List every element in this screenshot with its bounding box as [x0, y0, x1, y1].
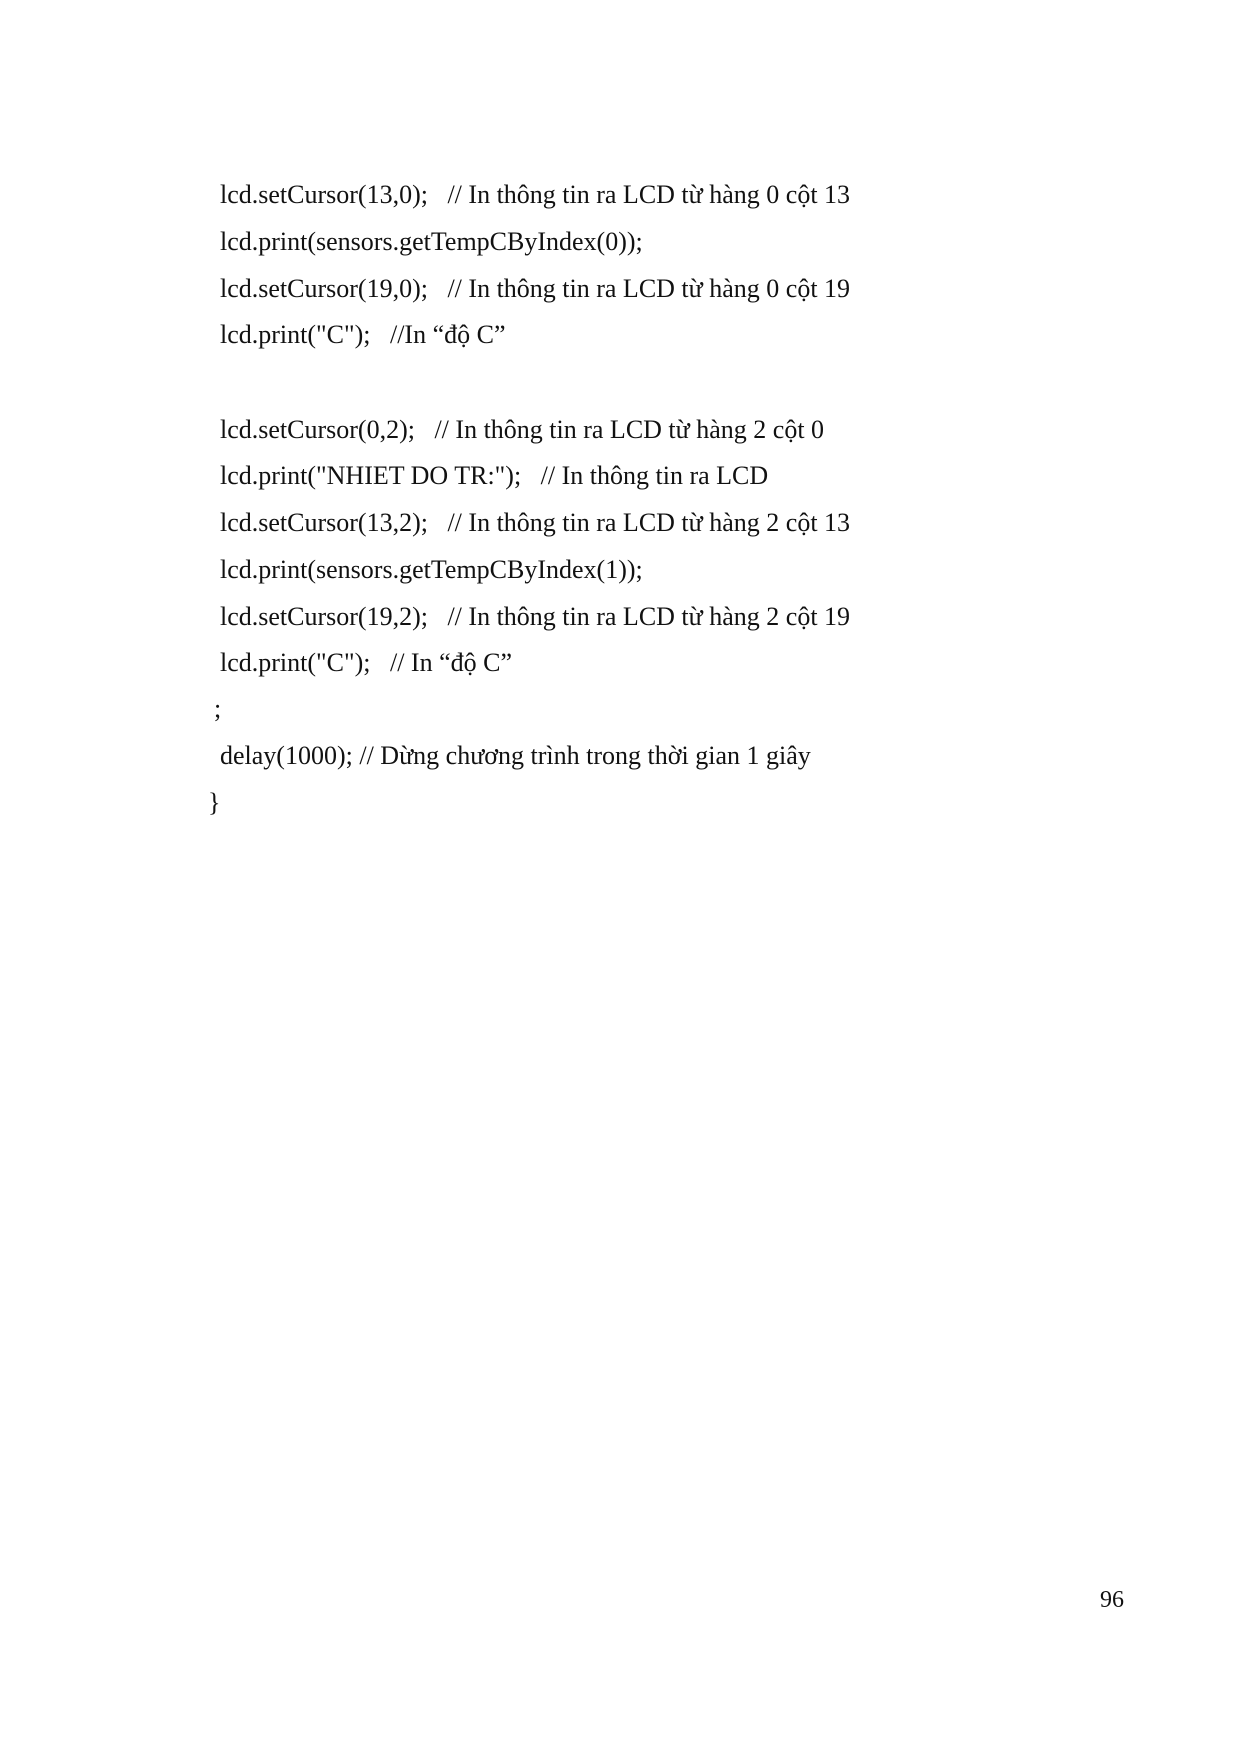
code-line: lcd.print(sensors.getTempCByIndex(1));: [220, 555, 643, 584]
page-number: 96: [1100, 1587, 1124, 1613]
code-line: lcd.setCursor(0,2); // In thông tin ra LCD từ hàng 2 cột 0: [220, 415, 825, 444]
code-line: lcd.setCursor(19,2); // In thông tin ra LCD từ hàng 2 cột 19: [220, 602, 851, 631]
code-line: lcd.setCursor(13,2); // In thông tin ra LCD từ hàng 2 cột 13: [220, 508, 851, 537]
code-line: lcd.print("C"); //In “độ C”: [220, 320, 506, 349]
closing-brace: }: [208, 788, 221, 817]
code-line: delay(1000); // Dừng chương trình trong thời gian 1 giây: [220, 741, 811, 770]
code-line: ;: [214, 694, 222, 723]
code-line: lcd.print("C"); // In “độ C”: [220, 648, 513, 677]
code-line: lcd.print("NHIET DO TR:"); // In thông tin ra LCD: [220, 461, 769, 490]
code-line: lcd.print(sensors.getTempCByIndex(0));: [220, 227, 643, 256]
code-line: lcd.setCursor(13,0); // In thông tin ra LCD từ hàng 0 cột 13: [220, 180, 851, 209]
code-line: lcd.setCursor(19,0); // In thông tin ra LCD từ hàng 0 cột 19: [220, 274, 851, 303]
